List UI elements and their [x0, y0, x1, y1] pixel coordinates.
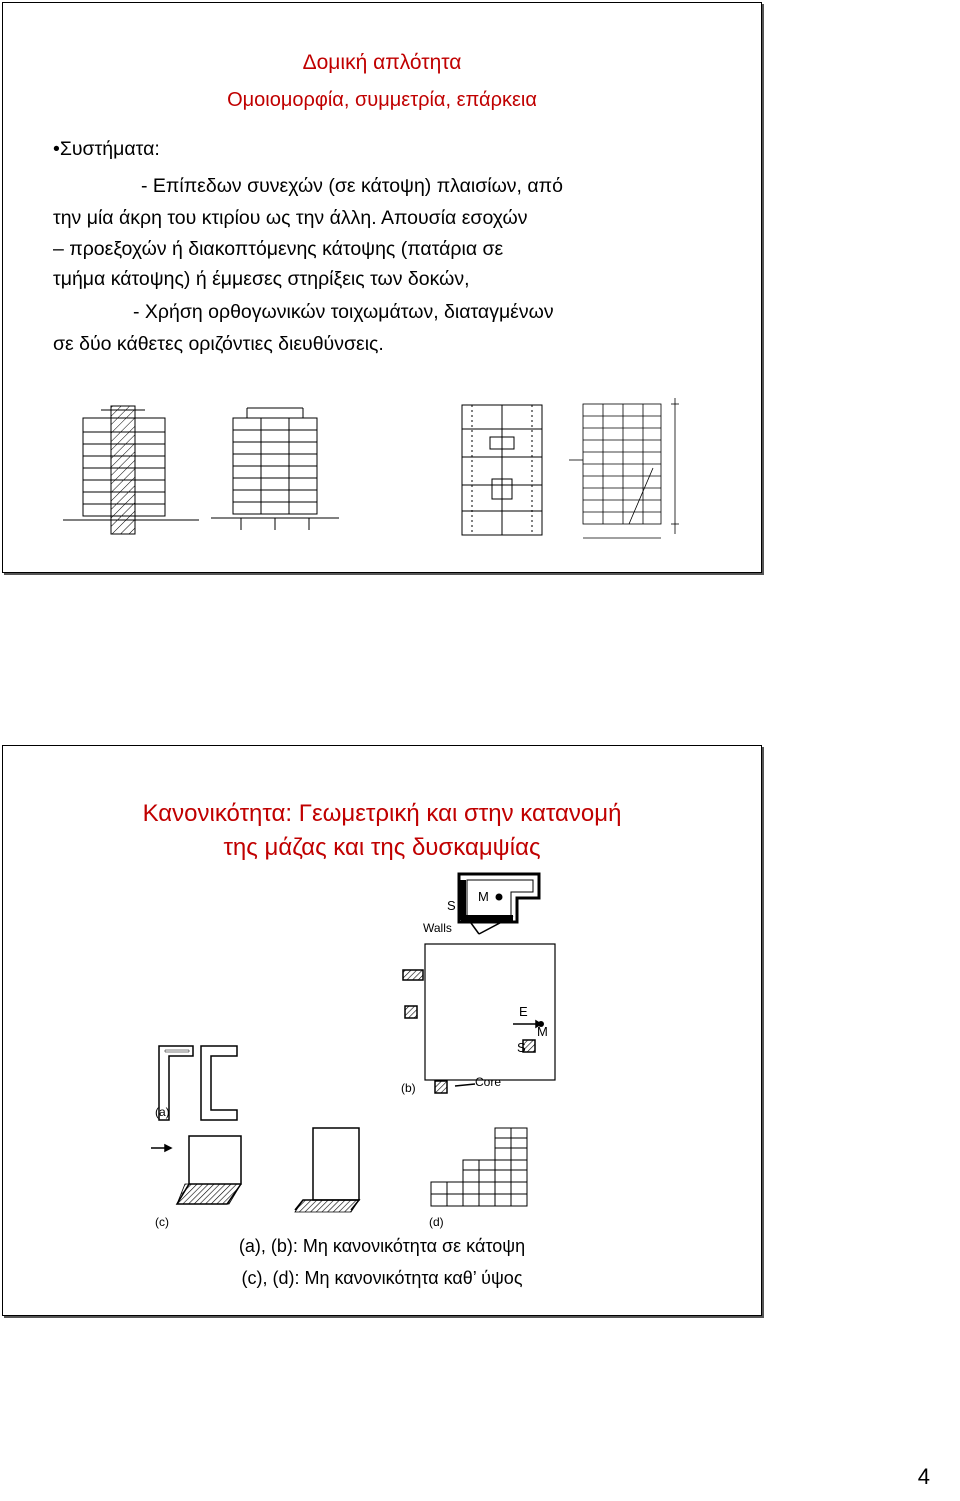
page-number: 4	[917, 1464, 930, 1489]
body-line-4: τμήμα κάτοψης) ή έμμεσες στηρίξεις των δοκών,	[53, 268, 470, 290]
label-e: E	[519, 1004, 528, 1019]
slide-structural-simplicity	[2, 2, 762, 573]
label-walls: Walls	[423, 921, 452, 935]
slide2-title-line1: Κανονικότητα: Γεωμετρική και στην κατανομή	[142, 800, 622, 827]
body-line-5: - Χρήση ορθογωνικών τοιχωμάτων, διαταγμένων	[133, 301, 554, 323]
building-section-dimensions	[563, 388, 693, 548]
building-elevation-core	[61, 398, 201, 538]
label-d: (d)	[429, 1215, 444, 1229]
label-m-top: M	[478, 889, 489, 904]
caption-plan-irregularity: (a), (b): Μη κανονικότητα σε κάτοψη	[238, 1236, 526, 1256]
building-plan-view	[458, 401, 548, 541]
label-c: (c)	[155, 1215, 169, 1229]
slide1-title: Δομική απλότητα	[302, 51, 462, 74]
label-b: (b)	[401, 1081, 416, 1095]
label-a: (a)	[155, 1105, 170, 1119]
slide1-subtitle: Ομοιομορφία, συμμετρία, επάρκεια	[227, 89, 537, 111]
regularity-figure	[143, 870, 583, 1229]
label-s-mid: S	[517, 1040, 526, 1055]
building-elevation-frame	[211, 398, 341, 538]
label-core: Core	[475, 1075, 502, 1089]
stepped-building-grid	[431, 1128, 527, 1206]
body-line-1: - Επίπεδων συνεχών (σε κάτοψη) πλαισίων, από	[141, 175, 563, 197]
slide-regularity	[2, 745, 762, 1316]
caption-height-irregularity: (c), (d): Μη κανονικότητα καθ’ ύψος	[241, 1268, 523, 1288]
slide2-title-line2: της μάζας και της δυσκαμψίας	[223, 834, 541, 861]
body-line-3: – προεξοχών ή διακοπτόμενης κάτοψης (πατάρια σε	[53, 238, 504, 260]
label-m-mid: M	[537, 1024, 548, 1039]
label-s-top: S	[447, 898, 456, 913]
body-line-2: την μία άκρη του κτιρίου ως την άλλη. Απουσία εσοχών	[53, 207, 528, 229]
body-line-6: σε δύο κάθετες οριζόντιες διευθύνσεις.	[53, 333, 384, 355]
bullet-systems: •Συστήματα:	[53, 138, 160, 160]
